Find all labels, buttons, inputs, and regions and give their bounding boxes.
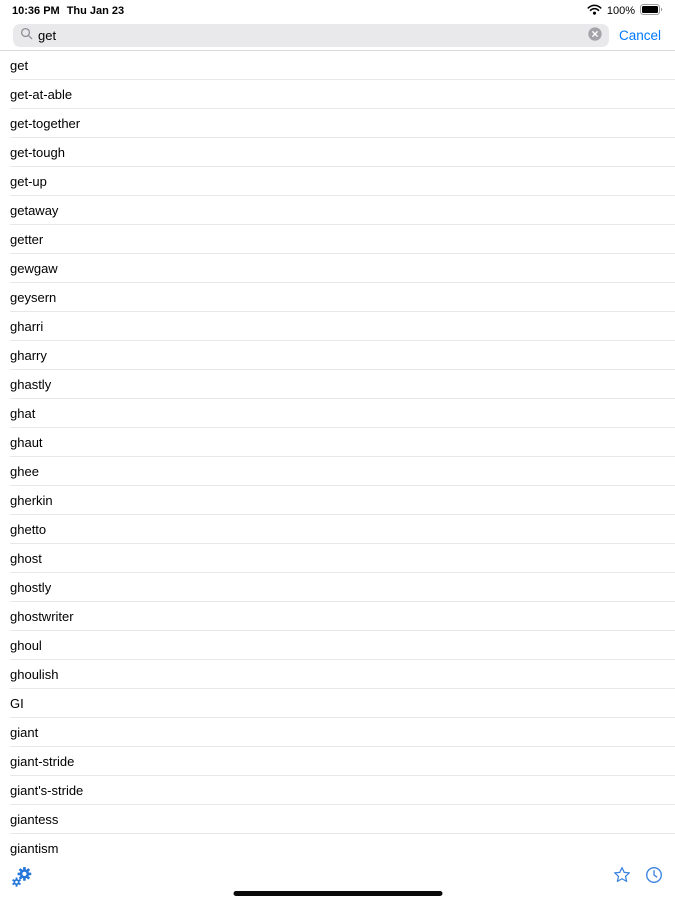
list-item[interactable] bbox=[10, 486, 675, 515]
word-label: gharry bbox=[10, 347, 47, 363]
word-list bbox=[0, 50, 675, 862]
magnifier-search-icon bbox=[20, 27, 33, 45]
word-label: getaway bbox=[10, 202, 59, 218]
list-item[interactable] bbox=[10, 631, 675, 660]
list-item[interactable] bbox=[10, 428, 675, 457]
word-label: geysern bbox=[10, 289, 57, 305]
word-label: ghoulish bbox=[10, 666, 59, 682]
list-item[interactable] bbox=[10, 457, 675, 486]
list-item[interactable] bbox=[10, 341, 675, 370]
battery-percent: 100% bbox=[606, 5, 635, 17]
word-label: get-together bbox=[10, 115, 81, 131]
word-label: ghee bbox=[10, 463, 39, 479]
word-label: giant bbox=[10, 724, 39, 740]
word-label: ghastly bbox=[10, 376, 52, 392]
list-item[interactable] bbox=[10, 312, 675, 341]
settings-button[interactable] bbox=[12, 866, 33, 890]
list-item[interactable] bbox=[10, 399, 675, 428]
list-item[interactable] bbox=[10, 834, 675, 862]
list-item[interactable] bbox=[10, 225, 675, 254]
list-item[interactable] bbox=[10, 80, 675, 109]
list-item[interactable] bbox=[10, 167, 675, 196]
settings-gears-icon bbox=[12, 866, 33, 890]
word-label: giantess bbox=[10, 811, 59, 827]
list-item[interactable] bbox=[10, 747, 675, 776]
list-item[interactable] bbox=[10, 544, 675, 573]
list-item[interactable] bbox=[10, 254, 675, 283]
word-label: giant-stride bbox=[10, 753, 75, 769]
list-item[interactable] bbox=[10, 776, 675, 805]
list-item[interactable] bbox=[10, 718, 675, 747]
word-label: giantism bbox=[10, 841, 59, 856]
word-label: getter bbox=[10, 231, 44, 247]
status-indicators bbox=[587, 4, 663, 18]
list-item[interactable] bbox=[10, 138, 675, 167]
word-label: get-at-able bbox=[10, 86, 73, 102]
list-item[interactable] bbox=[10, 109, 675, 138]
list-item[interactable] bbox=[10, 51, 675, 80]
status-date: Thu Jan 23 bbox=[66, 5, 125, 17]
favorites-star-icon bbox=[613, 866, 631, 887]
list-item[interactable] bbox=[10, 805, 675, 834]
word-label: gharri bbox=[10, 318, 44, 334]
search-bar bbox=[0, 20, 675, 50]
list-item[interactable] bbox=[10, 660, 675, 689]
favorites-button[interactable] bbox=[613, 866, 631, 887]
clear-circle-x-icon bbox=[588, 27, 602, 44]
list-item[interactable] bbox=[10, 689, 675, 718]
search-input[interactable] bbox=[38, 28, 583, 43]
list-item[interactable] bbox=[10, 370, 675, 399]
word-label: ghetto bbox=[10, 521, 47, 537]
wifi-icon bbox=[587, 4, 602, 18]
list-item[interactable] bbox=[10, 196, 675, 225]
list-item[interactable] bbox=[10, 515, 675, 544]
word-label: get-up bbox=[10, 173, 47, 189]
clear-search-button[interactable] bbox=[588, 29, 602, 43]
cancel-button[interactable]: Cancel bbox=[618, 28, 661, 43]
home-indicator[interactable] bbox=[233, 891, 442, 896]
status-time-date bbox=[12, 5, 124, 17]
word-label: ghostly bbox=[10, 579, 52, 595]
word-label: get-tough bbox=[10, 144, 65, 160]
word-label: ghoul bbox=[10, 637, 42, 653]
toolbar-right-group bbox=[613, 866, 663, 887]
search-field[interactable] bbox=[13, 24, 609, 47]
list-item[interactable] bbox=[10, 602, 675, 631]
list-item[interactable] bbox=[10, 573, 675, 602]
word-label: gherkin bbox=[10, 492, 53, 508]
status-bar bbox=[0, 0, 675, 20]
word-label: gewgaw bbox=[10, 260, 58, 276]
history-button[interactable] bbox=[645, 866, 663, 887]
history-clock-icon bbox=[645, 866, 663, 887]
list-item[interactable] bbox=[10, 283, 675, 312]
word-label: ghost bbox=[10, 550, 42, 566]
word-label: GI bbox=[10, 695, 24, 711]
word-label: get bbox=[10, 57, 29, 73]
battery-icon bbox=[640, 4, 663, 18]
word-label: giant's-stride bbox=[10, 782, 84, 798]
word-label: ghostwriter bbox=[10, 608, 74, 624]
word-label: ghat bbox=[10, 405, 36, 421]
word-label: ghaut bbox=[10, 434, 43, 450]
status-time: 10:36 PM bbox=[12, 5, 60, 17]
